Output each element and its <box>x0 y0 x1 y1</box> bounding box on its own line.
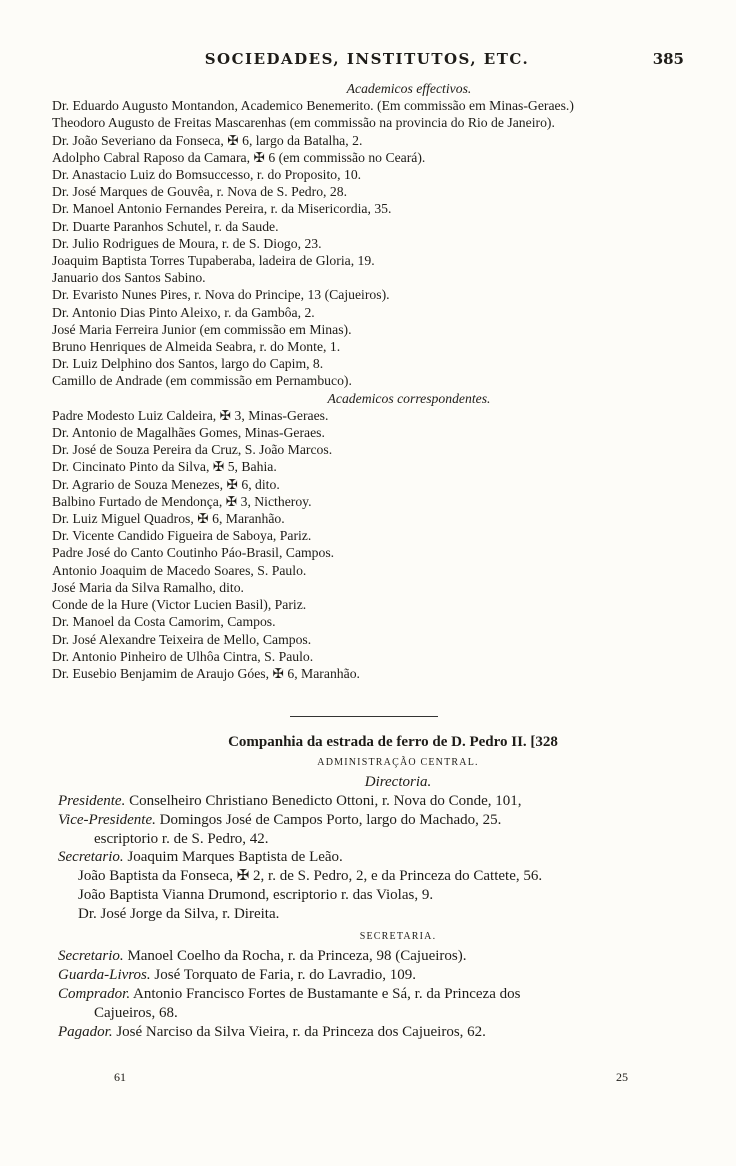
academicians-section <box>52 80 686 682</box>
role-text: escriptorio r. de S. Pedro, 42. <box>94 830 269 847</box>
list-item: Dr. Vicente Candido Figueira de Saboya, Pariz. <box>52 528 312 544</box>
list-item: Januario dos Santos Sabino. <box>52 270 206 286</box>
list-item: Dr. Anastacio Luiz do Bomsuccesso, r. do Proposito, 10. <box>52 167 362 183</box>
directoria-row <box>58 886 688 905</box>
list-item: José Maria Ferreira Junior (em commissão em Minas). <box>52 321 352 337</box>
list-item: Dr. Manoel Antonio Fernandes Pereira, r. da Misericordia, 35. <box>52 201 392 217</box>
directoria-row <box>58 792 688 811</box>
role-label: Vice-Presidente. <box>58 811 156 828</box>
subheading-correspondentes: Academicos correspondentes. <box>327 390 491 406</box>
list-item: Antonio Joaquim de Macedo Soares, S. Paulo. <box>52 562 307 578</box>
list-item: Padre José do Canto Coutinho Páo-Brasil, Campos. <box>52 545 335 561</box>
list-item: Conde de la Hure (Victor Lucien Basil), Pariz. <box>52 597 307 613</box>
secretaria-heading: SECRETARIA. <box>359 931 437 943</box>
directoria-row <box>58 905 688 924</box>
list-item: Dr. Antonio de Magalhães Gomes, Minas-Geraes. <box>52 425 325 441</box>
directoria-row <box>58 830 688 849</box>
list-item: Bruno Henriques de Almeida Seabra, r. do Monte, 1. <box>52 339 341 355</box>
list-item: Padre Modesto Luiz Caldeira, ✠ 3, Minas-Geraes. <box>52 407 329 423</box>
role-label: Secretario. <box>58 947 124 964</box>
directoria-row <box>58 848 688 867</box>
section-divider <box>290 716 438 717</box>
secretaria-row <box>58 1004 688 1023</box>
list-item: Dr. José de Souza Pereira da Cruz, S. João Marcos. <box>52 442 333 458</box>
page-number: 385 <box>652 50 684 68</box>
list-item: Balbino Furtado de Mendonça, ✠ 3, Nictheroy. <box>52 493 312 509</box>
role-text: Cajueiros, 68. <box>94 1004 178 1021</box>
role-text: Domingos José de Campos Porto, largo do Machado, 25. <box>155 811 502 828</box>
list-item: Dr. José Marques de Gouvêa, r. Nova de S. Pedro, 28. <box>52 184 347 200</box>
secretaria-row <box>58 947 688 966</box>
role-label: Presidente. <box>58 792 126 809</box>
page-header <box>50 50 684 74</box>
sheet-number: 25 <box>616 1070 628 1084</box>
admin-heading: ADMINISTRAÇÃO CENTRAL. <box>317 756 479 768</box>
list-item: Dr. Antonio Dias Pinto Aleixo, r. da Gambôa, 2. <box>52 304 315 320</box>
list-item: Dr. Agrario de Souza Menezes, ✠ 6, dito. <box>52 476 280 492</box>
running-title: SOCIEDADES, INSTITUTOS, ETC. <box>204 50 530 68</box>
list-item: Dr. Cincinato Pinto da Silva, ✠ 5, Bahia. <box>52 459 277 475</box>
list-item: Adolpho Cabral Raposo da Camara, ✠ 6 (em commissão no Ceará). <box>52 149 426 165</box>
list-item: Dr. Evaristo Nunes Pires, r. Nova do Principe, 13 (Cajueiros). <box>52 287 390 303</box>
role-text: Joaquim Marques Baptista de Leão. <box>123 849 343 866</box>
list-item: Dr. Manoel da Costa Camorim, Campos. <box>52 614 276 630</box>
role-text: Manoel Coelho da Rocha, r. da Princeza, 98 (Cajueiros). <box>123 947 467 964</box>
signature-mark: 61 <box>114 1070 126 1084</box>
role-text: José Torquato de Faria, r. do Lavradio, 109. <box>150 966 416 983</box>
directoria-row <box>58 811 688 830</box>
list-item: Dr. Antonio Pinheiro de Ulhôa Cintra, S. Paulo. <box>52 648 314 664</box>
role-label: Pagador. <box>58 1023 113 1040</box>
role-text: João Baptista Vianna Drumond, escriptorio r. das Violas, 9. <box>78 887 434 904</box>
list-item: Dr. Eduardo Augusto Montandon, Academico Benemerito. (Em commissão em Minas-Geraes.) <box>52 98 574 114</box>
role-text: João Baptista da Fonseca, ✠ 2, r. de S. Pedro, 2, e da Princeza do Cattete, 56. <box>78 868 543 885</box>
secretaria-row <box>58 985 688 1004</box>
directoria-heading: Directoria. <box>364 773 432 790</box>
role-text: Antonio Francisco Fortes de Bustamante e Sá, r. da Princeza dos <box>130 985 521 1002</box>
role-label: Secretario. <box>58 849 124 866</box>
role-text: Conselheiro Christiano Benedicto Ottoni, r. Nova do Conde, 101, <box>125 792 522 809</box>
secretaria-row <box>58 1023 688 1042</box>
railway-company-section <box>58 733 688 1042</box>
list-item: Dr. Julio Rodrigues de Moura, r. de S. Diogo, 23. <box>52 235 322 251</box>
role-label: Guarda-Livros. <box>58 966 151 983</box>
directoria-row <box>58 867 688 886</box>
list-item: Dr. Luiz Delphino dos Santos, largo do Capim, 8. <box>52 356 324 372</box>
list-item: José Maria da Silva Ramalho, dito. <box>52 579 244 595</box>
list-item: Dr. Luiz Miguel Quadros, ✠ 6, Maranhão. <box>52 511 285 527</box>
subheading-effectivos: Academicos effectivos. <box>346 81 472 96</box>
list-item: Dr. José Alexandre Teixeira de Mello, Campos. <box>52 631 312 647</box>
list-item: Camillo de Andrade (em commissão em Pernambuco). <box>52 373 352 389</box>
company-title: Companhia da estrada de ferro de D. Pedro II. [328 <box>228 734 558 750</box>
list-item: Dr. Eusebio Benjamim de Araujo Góes, ✠ 6, Maranhão. <box>52 665 360 681</box>
list-item: Dr. Duarte Paranhos Schutel, r. da Saude. <box>52 218 279 234</box>
role-label: Comprador. <box>58 985 131 1002</box>
role-text: Dr. José Jorge da Silva, r. Direita. <box>78 906 280 923</box>
list-item: Theodoro Augusto de Freitas Mascarenhas (em commissão na provincia do Rio de Janeiro). <box>52 115 555 131</box>
list-item: Joaquim Baptista Torres Tupaberaba, ladeira de Gloria, 19. <box>52 253 375 269</box>
list-item: Dr. João Severiano da Fonseca, ✠ 6, largo da Batalha, 2. <box>52 132 363 148</box>
role-text: José Narciso da Silva Vieira, r. da Princeza dos Cajueiros, 62. <box>112 1023 486 1040</box>
secretaria-row <box>58 966 688 985</box>
